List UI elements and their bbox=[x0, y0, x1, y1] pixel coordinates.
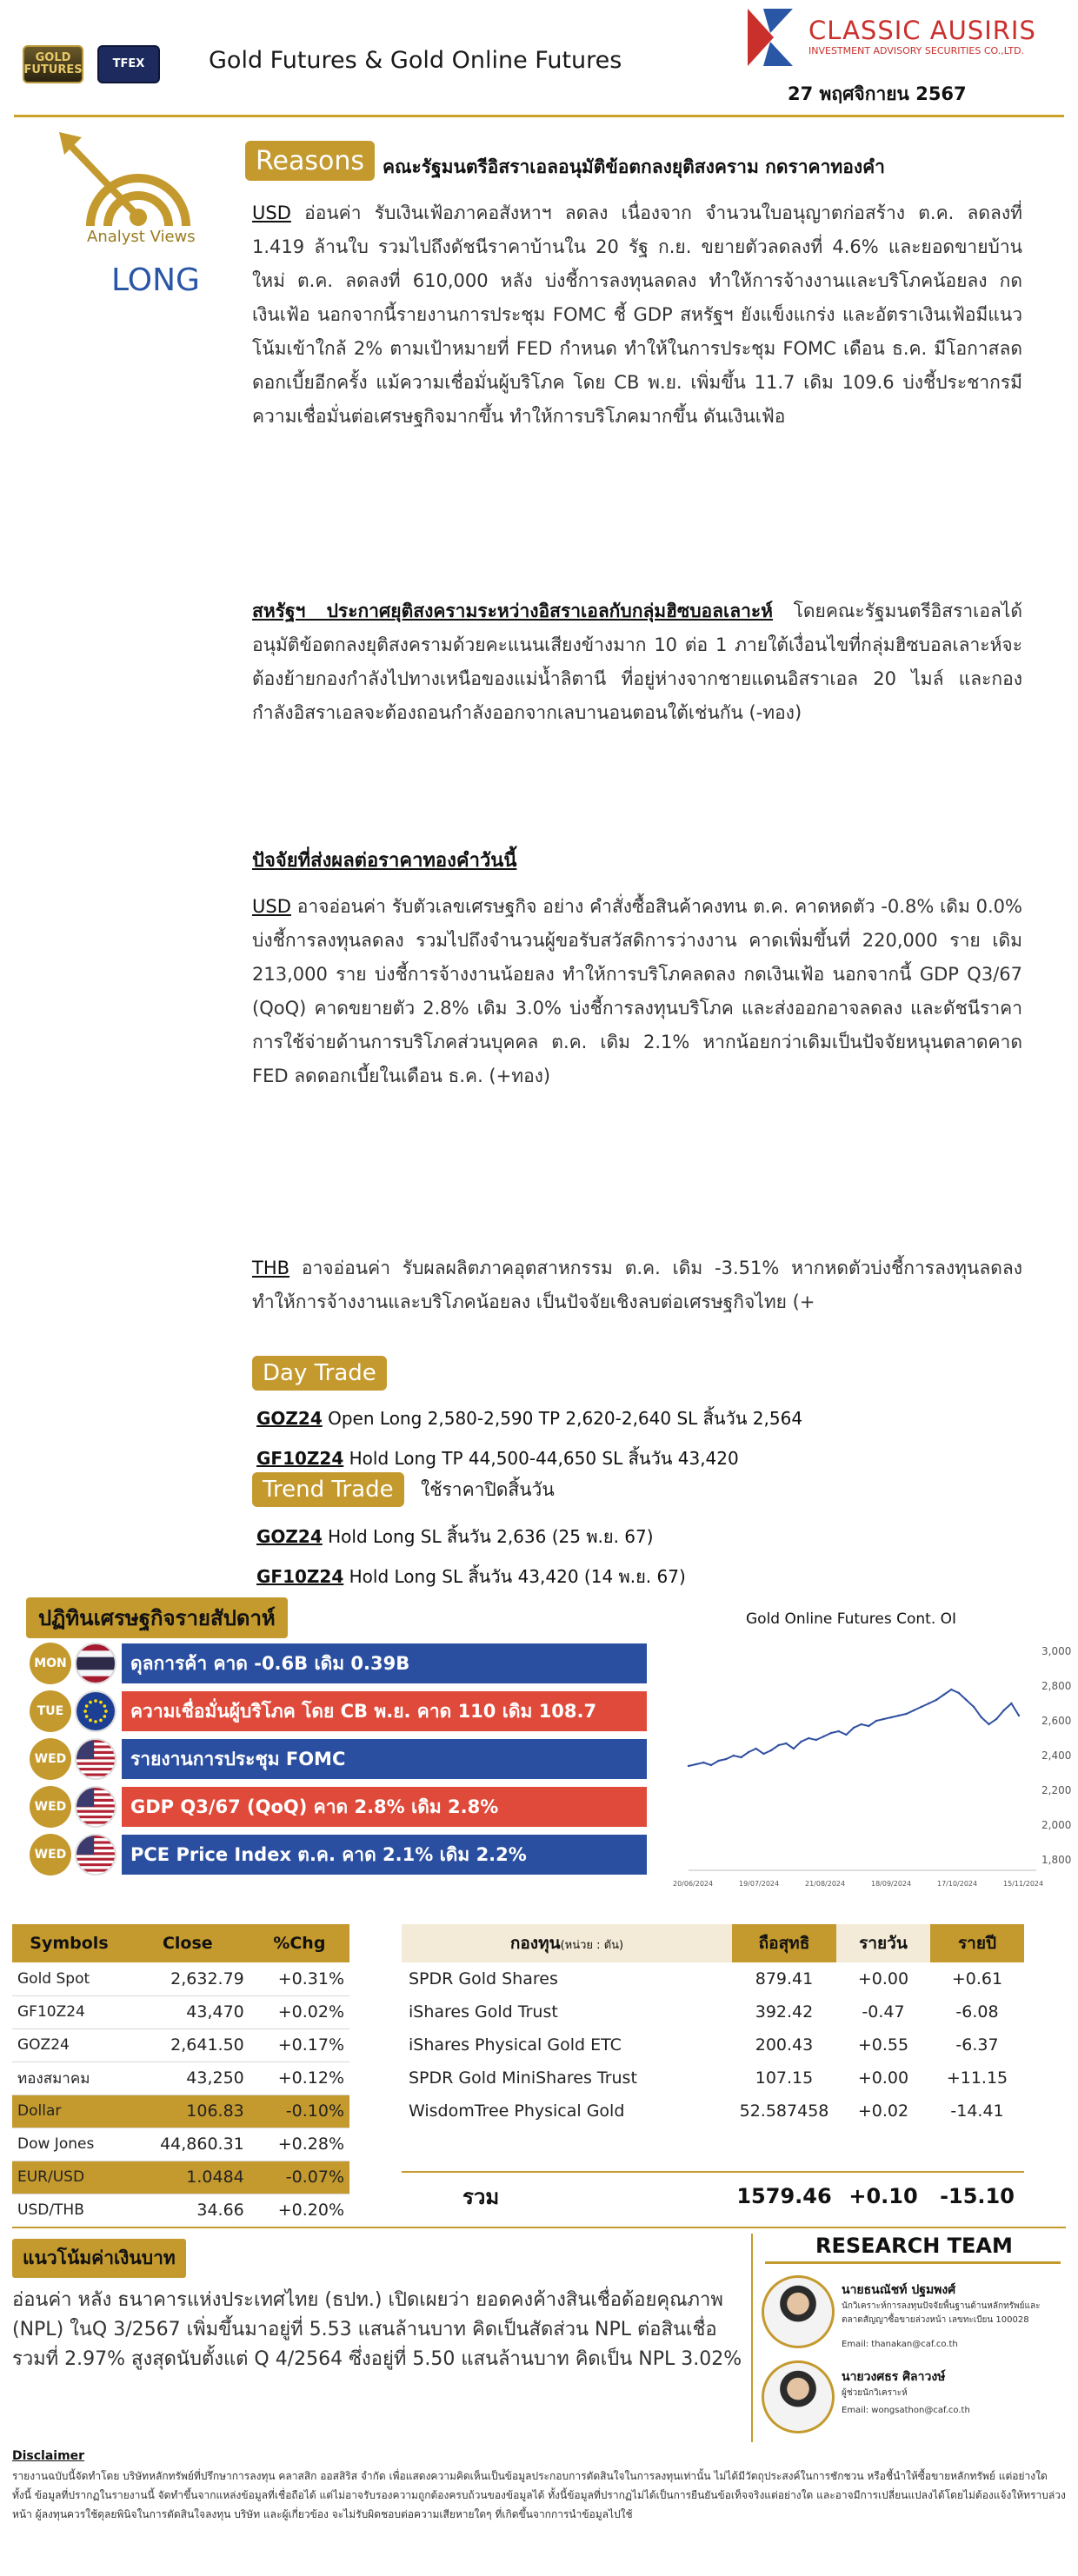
fund-row bbox=[402, 2095, 1024, 2128]
oi-data-point bbox=[725, 1758, 727, 1760]
oi-data-point bbox=[958, 1692, 960, 1694]
calendar-event: PCE Price Index ต.ค. คาด 2.1% เดิม 2.2% bbox=[122, 1835, 647, 1875]
fund-total-row bbox=[402, 2171, 1024, 2220]
calendar-title: ปฏิทินเศรษฐกิจรายสัปดาห์ bbox=[26, 1597, 288, 1638]
assistant-email: Email: wongsathon@caf.co.th bbox=[842, 2406, 970, 2415]
fund-weekly-header: รายปี bbox=[930, 1924, 1024, 1962]
fund-daily: +0.02 bbox=[857, 2101, 909, 2121]
x-tick-label: 19/07/2024 bbox=[739, 1880, 780, 1888]
oi-data-point bbox=[981, 1716, 982, 1718]
oi-data-point bbox=[793, 1748, 795, 1749]
flag-us-icon bbox=[75, 1738, 116, 1780]
reason-ceasefire-lead: สหรัฐฯ ประกาศยุติสงครามระหว่างอิสราเอลกับกลุ่มฮิซบอลเลาะห์ bbox=[252, 601, 773, 621]
symbol-change: -0.10% bbox=[250, 2095, 349, 2128]
fund-daily: +0.00 bbox=[857, 1969, 909, 1988]
day-trade-line-2 bbox=[256, 1444, 739, 1472]
x-tick-label: 15/11/2024 bbox=[1003, 1880, 1044, 1888]
baht-outlook-title: แนวโน้มค่าเงินบาท bbox=[12, 2239, 186, 2278]
symbol-change: +0.02% bbox=[250, 1995, 349, 2028]
chart-title: Gold Online Futures Cont. OI bbox=[746, 1610, 957, 1628]
fund-total-hold: 1579.46 bbox=[736, 2184, 832, 2208]
fund-hold: 107.15 bbox=[755, 2068, 814, 2088]
oi-data-point bbox=[1018, 1715, 1020, 1716]
day-trade-tag: Day Trade bbox=[252, 1356, 387, 1391]
fund-name: iShares Gold Trust bbox=[409, 2002, 558, 2022]
symbol-name: GF10Z24 bbox=[12, 1995, 126, 2028]
oi-data-point bbox=[921, 1706, 922, 1708]
symbol-row bbox=[12, 2028, 349, 2061]
flag-eu-icon bbox=[75, 1690, 116, 1732]
tfex-logo-text: TFEX bbox=[112, 57, 145, 70]
symbol-close: 2,641.50 bbox=[126, 2028, 250, 2061]
oi-data-point bbox=[905, 1713, 907, 1715]
trend-trade-detail: Hold Long SL สิ้นวัน 2,636 (25 พ.ย. 67) bbox=[322, 1526, 654, 1547]
trend-trade-code: GOZ24 bbox=[256, 1526, 323, 1547]
fund-name: SPDR Gold Shares bbox=[409, 1969, 558, 1988]
symbol-row bbox=[12, 2061, 349, 2095]
oi-data-point bbox=[988, 1723, 989, 1725]
oi-data-point bbox=[838, 1730, 840, 1732]
analyst-email: Email: thanakan@caf.co.th bbox=[842, 2340, 958, 2349]
oi-data-point bbox=[688, 1765, 689, 1767]
symbol-close: 34.66 bbox=[126, 2194, 250, 2227]
symbol-close: 1.0484 bbox=[126, 2161, 250, 2194]
oi-data-point bbox=[740, 1756, 742, 1758]
fund-name: SPDR Gold MiniShares Trust bbox=[409, 2068, 637, 2088]
y-tick-label: 2,600 bbox=[1041, 1715, 1071, 1727]
factor-usd-text: อาจอ่อนค่า รับตัวเลขเศรษฐกิจ อย่าง คำสั่งซื้อสินค้าคงทน ต.ค. คาดหดตัว -0.8% เดิม 0.0% บ่งชี้การลงทุนลดลง รวมไปถึงจำนวนผู้ขอรับสวัสดิการว่างงาน คาดเพิ่มขึ้นที่ 220,000 ราย เดิม 213,000 ราย บ่งชี้การจ้างงานน้อยลง ทำให้การบริโภคลดลง กดเงินเฟ้อ นอกจากนี้ GDP Q3/67 (QoQ) คาดขยายตัว 2.8% เดิม 3.0% บ่งชี้การลงทุนบริโภค และส่งออกอาจลดลง และดัชนีราคาการใช้จ่ายด้านการบริโภคส่วนบุคคล ต.ค. เดิม 2.1% หากน้อยกว่าเดิมเป็นปัจจัยหนุนตลาดคาด FED ลดดอกเบี้ยในเดือน ธ.ค. (+ทอง) bbox=[252, 896, 1022, 1086]
assistant-name: นายวงศธร ศิลาวงษ์ bbox=[842, 2370, 946, 2384]
oi-data-point bbox=[928, 1703, 929, 1704]
trend-trade-code: GF10Z24 bbox=[256, 1566, 344, 1587]
symbol-close: 2,632.79 bbox=[126, 1962, 250, 1995]
reason-usd-text: อ่อนค่า รับเงินเฟ้อภาคอสังหาฯ ลดลง เนื่องจาก จำนวนใบอนุญาตก่อสร้าง ต.ค. ลดลงที่ 1.419 ล้านใบ รวมไปถึงดัชนีราคาบ้านใน 20 รัฐ ก.ย. ขยายตัวลดลงที่ 4.6% และยอดขายบ้านใหม่ ต.ค. ลดลงที่ 610,000 หลัง บ่งชี้การลงทุนลดลง ทำให้การจ้างงานและบริโภคน้อยลง กดเงินเฟ้อ นอกจากนี้รายงานการประชุม FOMC ชี้ GDP สหรัฐฯ ยังแข็งแกร่ง และอัตราเงินเฟ้อมีแนวโน้มเข้าใกล้ 2% ตามเป้าหมายที่ FED กำหนด ทำให้ในการประชุม FOMC เดือน ธ.ค. มีโอกาสลดดอกเบี้ยอีกครั้ง แม้ความเชื่อมั่นผู้บริโภค โดย CB พ.ย. เพิ่มขึ้น 11.7 เดิม 109.6 บ่งชี้ประชากรมีความเชื่อมั่นต่อเศรษฐกิจมากขึ้น ทำให้การบริโภคมากขึ้น ดันเงินเฟ้อ bbox=[252, 202, 1023, 427]
oi-data-point bbox=[702, 1762, 704, 1763]
y-tick-label: 1,800 bbox=[1041, 1854, 1071, 1866]
y-tick-label: 2,400 bbox=[1041, 1749, 1071, 1762]
oi-data-point bbox=[935, 1699, 937, 1701]
symbol-close: 106.83 bbox=[126, 2095, 250, 2128]
analyst-views-label: Analyst Views bbox=[87, 228, 196, 246]
symbol-name: ทองสมาคม bbox=[12, 2061, 126, 2095]
oi-data-point bbox=[882, 1718, 884, 1720]
fund-weekly: -6.08 bbox=[955, 2002, 999, 2022]
symbol-close: 43,470 bbox=[126, 1995, 250, 2028]
symbol-row bbox=[12, 2194, 349, 2227]
report-date: 27 พฤศจิกายน 2567 bbox=[788, 83, 967, 104]
fund-total-weekly: -15.10 bbox=[940, 2184, 1015, 2208]
oi-data-point bbox=[965, 1699, 967, 1701]
section-divider bbox=[12, 2227, 1066, 2228]
gold-futures-logo-text: GOLD FUTURES bbox=[23, 51, 83, 76]
reasons-tag: Reasons bbox=[245, 141, 375, 181]
trend-trade-line-2 bbox=[256, 1563, 686, 1590]
symbol-close: 43,250 bbox=[126, 2061, 250, 2095]
oi-data-point bbox=[770, 1749, 772, 1751]
calendar-row bbox=[30, 1738, 647, 1780]
reason-ceasefire-paragraph bbox=[252, 594, 1022, 730]
fund-daily: +0.00 bbox=[857, 2068, 909, 2088]
oi-data-point bbox=[875, 1720, 877, 1722]
gold-oi-chart bbox=[654, 1634, 1071, 1895]
oi-data-point bbox=[808, 1737, 809, 1739]
x-tick-label: 17/10/2024 bbox=[937, 1880, 978, 1888]
symbol-row bbox=[12, 2161, 349, 2194]
assistant-photo-avatar bbox=[762, 2360, 835, 2433]
fund-row bbox=[402, 1962, 1024, 1995]
gold-futures-logo bbox=[23, 45, 83, 83]
oi-data-point bbox=[898, 1715, 900, 1716]
day-trade-code: GF10Z24 bbox=[256, 1448, 344, 1469]
fund-row bbox=[402, 1995, 1024, 2028]
fund-daily: -0.47 bbox=[862, 2002, 905, 2022]
flag-us-icon bbox=[75, 1834, 116, 1876]
symbol-row bbox=[12, 1995, 349, 2028]
calendar-row bbox=[30, 1690, 647, 1732]
fund-name: iShares Physical Gold ETC bbox=[409, 2035, 622, 2055]
fund-hold-header: ถือสุทธิ bbox=[732, 1924, 836, 1962]
fund-name-header-label: กองทุน bbox=[509, 1934, 561, 1953]
symbols-table bbox=[12, 1924, 349, 2227]
oi-data-point bbox=[973, 1706, 975, 1708]
fund-hold: 200.43 bbox=[755, 2035, 814, 2055]
fund-daily-header: รายวัน bbox=[836, 1924, 930, 1962]
oi-data-point bbox=[1010, 1703, 1012, 1704]
close-header: Close bbox=[126, 1924, 250, 1962]
fund-total-label: รวม bbox=[462, 2184, 500, 2209]
factor-usd-lead: USD bbox=[252, 896, 291, 917]
reason-usd-lead: USD bbox=[252, 202, 291, 223]
calendar-day: MON bbox=[30, 1643, 71, 1684]
oi-data-point bbox=[717, 1760, 719, 1762]
trend-trade-line-1 bbox=[256, 1523, 654, 1550]
symbol-name: GOZ24 bbox=[12, 2028, 126, 2061]
disclaimer-title: Disclaimer bbox=[12, 2449, 85, 2463]
fund-row bbox=[402, 2061, 1024, 2095]
research-underline bbox=[765, 2261, 1061, 2264]
calendar-day: WED bbox=[30, 1834, 71, 1876]
analyst-name: นายธนณัชท์ ปฐมพงศ์ bbox=[842, 2283, 956, 2297]
page-title: Gold Futures & Gold Online Futures bbox=[209, 47, 622, 74]
oi-data-point bbox=[845, 1734, 847, 1736]
calendar-event: GDP Q3/67 (QoQ) คาด 2.8% เดิม 2.8% bbox=[122, 1787, 647, 1827]
disclaimer-text: รายงานฉบับนี้จัดทำโดย บริษัทหลักทรัพย์ที่ปรึกษาการลงทุน คลาสสิก ออสสิริส จำกัด เพื่อแสดงความคิดเห็นเป็นข้อมูลประกอบการตัดสินใจในการลงทุนเท่านั้น ไม่ได้มีวัตถุประสงค์ในการชักชวน หรือชี้นำให้ซื้อขายหลักทรัพย์ แต่อย่างใด ทั้งนี้ ข้อมูลที่ปรากฏในรายงานนี้ จัดทำขึ้นจากแหล่งข้อมูลที่เชื่อถือได้ แต่ไม่อาจรับรองความถูกต้องครบถ้วนของข้อมูลได้ ทั้งนี้ข้อมูลที่ปรากฏไม่ได้เป็นการยืนยันข้อเท็จจริงแต่อย่างใด และอาจมีการเปลี่ยนแปลงได้โดยไม่ต้องแจ้งให้ทราบล่วงหน้า ผู้ลงทุนควรใช้ดุลยพินิจในการตัดสินใจลงทุน บริษัท และผู้เกี่ยวข้อง จะไม่รับผิดชอบต่อความเสียหายใดๆ ที่เกิดขึ้นจากการนำข้อมูลไปใช้ bbox=[12, 2470, 1066, 2520]
symbol-row bbox=[12, 1962, 349, 1995]
calendar-row bbox=[30, 1786, 647, 1828]
factor-thb-text: อาจอ่อนค่า รับผลผลิตภาคอุตสาหกรรม ต.ค. เดิม -3.51% หากหดตัวบ่งชี้การลงทุนลดลง ทำให้การจ้างงานและบริโภคน้อยลง เป็นปัจจัยเชิงลบต่อเศรษฐกิจไทย (+ bbox=[252, 1258, 1022, 1312]
symbol-change: +0.17% bbox=[250, 2028, 349, 2061]
symbol-change: -0.07% bbox=[250, 2161, 349, 2194]
oi-data-point bbox=[830, 1732, 832, 1734]
research-team-title: RESEARCH TEAM bbox=[815, 2234, 1013, 2258]
factor-thb-lead: THB bbox=[252, 1258, 290, 1278]
factor-thb-paragraph bbox=[252, 1251, 1022, 1319]
oi-data-point bbox=[860, 1723, 862, 1725]
oi-data-point bbox=[822, 1736, 824, 1737]
calendar-event: ความเชื่อมั่นผู้บริโภค โดย CB พ.ย. คาด 110 เดิม 108.7 bbox=[122, 1691, 647, 1731]
tfex-logo bbox=[97, 45, 160, 83]
oi-data-point bbox=[762, 1753, 764, 1755]
oi-data-point bbox=[942, 1694, 944, 1696]
symbol-row bbox=[12, 2095, 349, 2128]
x-tick-label: 20/06/2024 bbox=[673, 1880, 714, 1888]
reason-ceasefire-text: โดยคณะรัฐมนตรีอิสราเอลได้อนุมัติข้อตกลงยุติสงครามด้วยคะแนนเสียงข้างมาก 10 ต่อ 1 ภายใต้เงื่อนไขที่กลุ่มฮิซบอลเลาะห์จะต้องย้ายกองกำลังไปทางเหนือของแม่น้ำลิตานี ที่อยู่ห่างจากชายแดนอิสราเอล 20 ไมล์ และกองกำลังอิสราเอลจะต้องถอนกำลังออกจากเลบานอนตอนใต้เช่นกัน (-ทอง) bbox=[252, 601, 1022, 723]
oi-data-point bbox=[748, 1751, 749, 1753]
oi-data-point bbox=[800, 1741, 802, 1743]
flag-th-icon bbox=[75, 1643, 116, 1684]
fund-unit-label: (หน่วย : ตัน) bbox=[560, 1939, 624, 1952]
fund-hold: 392.42 bbox=[755, 2002, 814, 2022]
analyst-role: นักวิเคราะห์การลงทุนปัจจัยพื้นฐานด้านหลักทรัพย์และตลาดสัญญาซื้อขายล่วงหน้า เลขทะเบียน 100028 bbox=[842, 2301, 1041, 2325]
symbol-name: USD/THB bbox=[12, 2194, 126, 2227]
oi-data-point bbox=[913, 1710, 915, 1711]
symbol-name: Gold Spot bbox=[12, 1962, 126, 1995]
fund-daily: +0.55 bbox=[857, 2035, 909, 2055]
analyst-stance: LONG bbox=[111, 262, 200, 298]
analyst-photo-avatar bbox=[762, 2275, 835, 2348]
reason-usd-paragraph bbox=[252, 196, 1022, 434]
oi-data-point bbox=[815, 1739, 817, 1741]
x-tick-label: 18/09/2024 bbox=[871, 1880, 912, 1888]
symbol-name: EUR/USD bbox=[12, 2161, 126, 2194]
calendar-day: TUE bbox=[30, 1690, 71, 1732]
funds-table bbox=[402, 1924, 1024, 2128]
fund-weekly: +0.61 bbox=[951, 1969, 1003, 1988]
fund-total-daily: +0.10 bbox=[848, 2184, 918, 2208]
symbol-change: +0.12% bbox=[250, 2061, 349, 2095]
flag-us-icon bbox=[75, 1786, 116, 1828]
oi-data-point bbox=[695, 1763, 696, 1765]
symbol-change: +0.28% bbox=[250, 2128, 349, 2161]
fund-name-header bbox=[402, 1924, 732, 1962]
calendar-row bbox=[30, 1834, 647, 1876]
calendar-event: ดุลการค้า คาด -0.6B เดิม 0.39B bbox=[122, 1643, 647, 1683]
factor-usd-paragraph bbox=[252, 890, 1022, 1093]
y-tick-label: 2,800 bbox=[1041, 1680, 1071, 1692]
fund-row bbox=[402, 2028, 1024, 2061]
fund-weekly: -6.37 bbox=[955, 2035, 999, 2055]
oi-data-point bbox=[853, 1727, 855, 1729]
chg-header: %Chg bbox=[250, 1924, 349, 1962]
symbol-change: +0.20% bbox=[250, 2194, 349, 2227]
symbols-header: Symbols bbox=[12, 1924, 126, 1962]
oi-data-point bbox=[733, 1755, 735, 1756]
oi-data-point bbox=[995, 1718, 997, 1720]
y-tick-label: 2,000 bbox=[1041, 1819, 1071, 1831]
oi-data-point bbox=[710, 1764, 712, 1766]
fund-hold: 879.41 bbox=[755, 1969, 814, 1988]
calendar-event: รายงานการประชุม FOMC bbox=[122, 1739, 647, 1779]
fund-weekly: +11.15 bbox=[946, 2068, 1008, 2088]
symbol-change: +0.31% bbox=[250, 1962, 349, 1995]
fund-weekly: -14.41 bbox=[950, 2101, 1004, 2121]
target-arrow-icon bbox=[56, 130, 221, 243]
symbol-name: Dollar bbox=[12, 2095, 126, 2128]
oi-data-point bbox=[755, 1748, 757, 1749]
oi-data-point bbox=[868, 1725, 869, 1727]
oi-data-point bbox=[890, 1716, 892, 1718]
brand-subtitle: INVESTMENT ADVISORY SECURITIES CO.,LTD. bbox=[808, 45, 1025, 56]
day-trade-line-1 bbox=[256, 1404, 802, 1432]
calendar-day: WED bbox=[30, 1738, 71, 1780]
fund-name: WisdomTree Physical Gold bbox=[409, 2101, 625, 2121]
day-trade-code: GOZ24 bbox=[256, 1408, 323, 1429]
oi-data-point bbox=[950, 1689, 952, 1690]
symbol-name: Dow Jones bbox=[12, 2128, 126, 2161]
brand-name: CLASSIC AUSIRIS bbox=[808, 16, 1036, 45]
trend-trade-tag: Trend Trade bbox=[252, 1472, 404, 1507]
trend-trade-note: ใช้ราคาปิดสิ้นวัน bbox=[421, 1479, 555, 1500]
day-trade-detail: Open Long 2,580-2,590 TP 2,620-2,640 SL สิ้นวัน 2,564 bbox=[322, 1408, 803, 1429]
trend-trade-detail: Hold Long SL สิ้นวัน 43,420 (14 พ.ย. 67) bbox=[343, 1566, 686, 1587]
classic-ausiris-logo-icon bbox=[744, 7, 796, 68]
oi-data-point bbox=[1003, 1710, 1005, 1711]
today-factors-heading: ปัจจัยที่ส่งผลต่อราคาทองคำวันนี้ bbox=[252, 850, 517, 872]
reasons-headline: คณะรัฐมนตรีอิสราเอลอนุมัติข้อตกลงยุติสงคราม กดราคาทองคำ bbox=[383, 156, 885, 177]
symbol-row bbox=[12, 2128, 349, 2161]
y-tick-label: 2,200 bbox=[1041, 1784, 1071, 1796]
y-tick-label: 3,000 bbox=[1041, 1645, 1071, 1657]
baht-outlook-text: อ่อนค่า หลัง ธนาคารแห่งประเทศไทย (ธปท.) เปิดเผยว่า ยอดคงค้างสินเชื่อด้อยคุณภาพ (NPL) ในQ 3/2567 เพิ่มขึ้นมาอยู่ที่ 5.53 แสนล้านบาท คิดเป็นสัดส่วน NPL ต่อสินเชื่อรวมที่ 2.97% สูงสุดนับตั้งแต่ Q 4/2564 ซึ่งอยู่ที่ 5.50 แสนล้านบาท คิดเป็น NPL 3.02% bbox=[12, 2289, 742, 2370]
oi-data-point bbox=[785, 1743, 787, 1744]
x-tick-label: 21/08/2024 bbox=[805, 1880, 846, 1888]
fund-hold: 52.587458 bbox=[739, 2101, 829, 2121]
research-divider bbox=[751, 2234, 753, 2442]
day-trade-detail: Hold Long TP 44,500-44,650 SL สิ้นวัน 43,420 bbox=[343, 1448, 739, 1469]
calendar-day: WED bbox=[30, 1786, 71, 1828]
assistant-role: ผู้ช่วยนักวิเคราะห์ bbox=[842, 2388, 908, 2398]
calendar-row bbox=[30, 1643, 647, 1684]
oi-data-point bbox=[777, 1744, 779, 1746]
symbol-close: 44,860.31 bbox=[126, 2128, 250, 2161]
header-divider bbox=[14, 115, 1064, 117]
